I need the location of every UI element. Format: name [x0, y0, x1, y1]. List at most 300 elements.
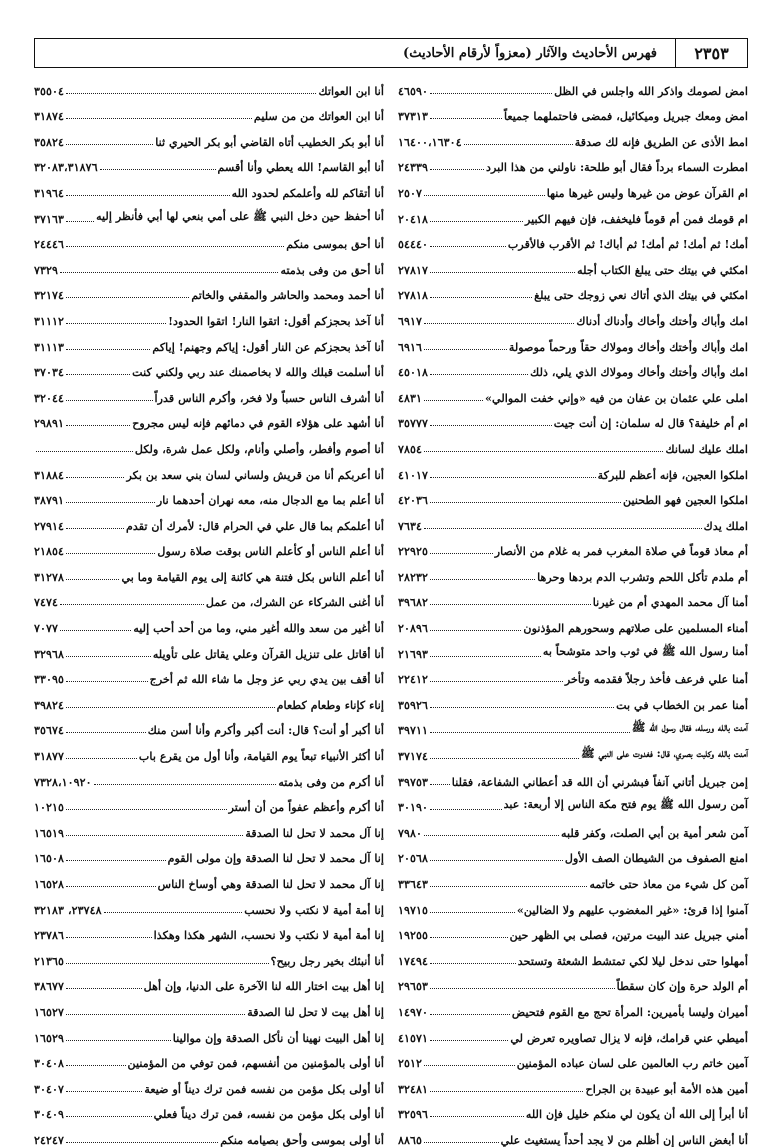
entry-reference-number: ٨٨٦٥ — [398, 1132, 423, 1147]
entry-reference-number: ١٩٢٥٥ — [398, 928, 429, 943]
dot-leader — [66, 579, 119, 580]
entry-text: أنا أولى بالمؤمنين من أنفسهم، فمن توفي من المؤمنين — [127, 1056, 384, 1071]
entry-text: أنا أبو القاسم! الله يعطي وأنا أقسم — [217, 160, 384, 175]
index-entry — [34, 1096, 384, 1122]
dot-leader — [66, 656, 151, 657]
entry-text: املك يدك — [703, 518, 748, 533]
entry-reference-number: ٧٩٨٠ — [398, 825, 423, 840]
entry-reference-number: ١٦٥٢٨ — [34, 877, 65, 891]
entry-reference-number: ٣٠٤٠٧ — [34, 1081, 65, 1096]
dot-leader — [430, 809, 502, 810]
entry-reference-number: ١٦٥٢٩ — [34, 1030, 65, 1045]
entry-text: إنا آل محمد لا تحل لنا الصدقة — [245, 825, 384, 840]
entry-text: أم الولد حرة وإن كان سقطاً — [616, 979, 748, 994]
dot-leader — [66, 502, 155, 503]
index-entry — [34, 149, 384, 175]
index-entry — [398, 712, 748, 738]
index-entry — [398, 763, 748, 789]
entry-text: أنا أعلم الناس أو كأعلم الناس بوقت صلاة رسول — [157, 544, 384, 559]
index-entry — [34, 405, 384, 431]
dot-leader — [66, 1091, 142, 1092]
entry-reference-number: ٣٧١٧٤ — [398, 749, 429, 764]
entry-text: أمين هذه الأمة أبو عبيدة بن الجراح — [585, 1081, 748, 1096]
entry-reference-number: ٢٠٤١٨ — [398, 211, 429, 226]
entry-reference-number: ٢٩٨٩١ — [34, 416, 65, 431]
entry-text: إنا أهل بيت لا تحل لنا الصدقة — [247, 1004, 384, 1019]
entry-text: إنا أهل البيت نهينا أن نأكل الصدقة وإن موالينا — [172, 1030, 384, 1045]
entry-text: أمنا عمر بن الخطاب في بت — [616, 697, 748, 712]
index-entry — [398, 993, 748, 1019]
index-entry — [34, 1045, 384, 1071]
entry-reference-number: ٣٥٥٠٤ — [34, 83, 65, 98]
entry-text: آمنت بالله وكلبت بصري، قال: فغدوت على النبي ﷺ — [581, 746, 748, 761]
index-entry — [398, 277, 748, 303]
entry-reference-number: ٧٨٥٤ — [398, 441, 423, 456]
index-entry — [34, 174, 384, 200]
entry-text: إنا أهل بيت اختار الله لنا الآخرة على الدنيا، وإن أهل — [143, 979, 384, 994]
entry-text: أنا أتقاكم لله وأعلمكم لحدود الله — [231, 185, 384, 200]
entry-reference-number: ٣٥٨٢٤ — [34, 134, 65, 149]
entry-reference-number: ٣٣٠٩٥ — [34, 672, 65, 687]
index-entry — [34, 686, 384, 712]
dot-leader — [430, 1091, 583, 1092]
index-entry — [398, 251, 748, 277]
entry-reference-number: ٤٢٠٣٦ — [398, 493, 429, 508]
dot-leader — [430, 784, 450, 785]
dot-leader — [60, 272, 278, 273]
entry-text: آمن شعر أمية بن أبي الصلت، وكفر قلبه — [561, 825, 748, 840]
entry-text: أمنا علي فرعف فأخذ رجلاً فقدمه وتأخر — [564, 672, 748, 687]
index-entry — [398, 328, 748, 354]
entry-reference-number: ٢٥٠٧ — [398, 185, 423, 200]
entry-reference-number: ١٧٤٩٤ — [398, 953, 429, 968]
entry-reference-number: ٢٤٢٤٧ — [34, 1132, 65, 1147]
entry-reference-number: ٣١٨٧٤ — [34, 109, 65, 124]
entry-text: ام قومك فمن أم قوماً فليخفف، فإن فيهم الكبير — [524, 211, 748, 226]
entry-reference-number: ٣٠٤٠٨ — [34, 1056, 65, 1071]
entry-text: امك وأباك وأختك وأخاك وأدناك أدناك — [576, 313, 748, 328]
entry-text: أمناء المسلمين على صلاتهم وسحورهم المؤذنون — [523, 621, 748, 636]
entry-text: إمن جبريل أتاني آنفاً فبشرني أن الله قد أعطاني الشفاعة، فقلنا — [451, 774, 748, 789]
index-entry — [34, 584, 384, 610]
entry-text: امنع الصفوف من الشيطان الصف الأول — [564, 851, 748, 866]
index-entry — [398, 789, 748, 815]
entry-text: أنا أقف بين يدي ربي عز وجل ما شاء الله ثم أخرج — [149, 672, 384, 687]
entry-text: أنا أحق بموسى منكم — [286, 237, 384, 252]
entry-reference-number: ٧٠٧٧ — [34, 621, 59, 636]
index-entry — [398, 98, 748, 124]
entry-reference-number: ٣١٢٧٨ — [34, 569, 65, 584]
entry-reference-number: ٤١٠١٧ — [398, 467, 429, 482]
entry-reference-number: ٣٥٦٧٤ — [34, 723, 65, 738]
dot-leader — [66, 860, 166, 861]
index-entry — [398, 558, 748, 584]
entry-text: امطرت السماء برداً فقال أبو طلحة: ناولني من هذا البرد — [485, 160, 748, 175]
entry-text: أنا أنبئك بخير رجل ربيح؟ — [270, 953, 384, 968]
index-entry — [34, 865, 384, 891]
page-header — [34, 38, 748, 68]
index-entry — [34, 789, 384, 815]
dot-leader — [66, 195, 230, 196]
index-entry — [398, 584, 748, 610]
index-entry — [398, 840, 748, 866]
entry-reference-number: ٢٥١٢ — [398, 1056, 423, 1071]
dot-leader — [430, 988, 615, 989]
dot-leader — [66, 963, 269, 964]
entry-reference-number: ٤٨٣١ — [398, 390, 423, 405]
dot-leader — [430, 221, 523, 222]
entry-text: أنا أسلمت قبلك والله لا بخاصمنك عند ربي ولكني كنت — [132, 365, 384, 380]
index-entry — [34, 354, 384, 380]
dot-leader — [430, 886, 587, 887]
index-entry — [34, 609, 384, 635]
entry-text: أمك! ثم أمك! ثم أمك! ثم أباك! ثم الأقرب فالأقرب — [507, 237, 748, 252]
entry-text: أميران وليسا بأميرين: المرأة تحج مع القوم فتحيض — [511, 1004, 748, 1019]
entry-reference-number: ٣٨٦٧٧ — [34, 979, 65, 994]
entry-text: امك وأباك وأختك وأخاك ومولاك حقاً ورحماً موصولة — [508, 339, 748, 354]
entry-reference-number: ٢٤٤٤٦ — [34, 237, 65, 252]
entry-text: امض لصومك واذكر الله واجلس في الظل — [554, 83, 748, 98]
dot-leader — [66, 323, 166, 324]
index-entry — [34, 763, 384, 789]
dot-leader — [430, 93, 552, 94]
index-entry — [398, 1121, 748, 1147]
index-entry — [398, 226, 748, 252]
dot-leader — [66, 93, 316, 94]
index-entry — [398, 865, 748, 891]
entry-text: امكثي في بيتك حتى يبلغ الكتاب أجله — [577, 262, 748, 277]
index-entry — [398, 686, 748, 712]
entry-reference-number: ٢١٦٩٣ — [398, 646, 429, 661]
index-entry — [398, 149, 748, 175]
index-entry — [34, 712, 384, 738]
entry-reference-number: ٣١٨٧٧ — [34, 749, 65, 764]
entry-reference-number: ٢٤٣٣٩ — [398, 160, 429, 175]
entry-text: أنا أبغض الناس إن أظلم من لا يجد أحداً يستغيث علي — [500, 1132, 748, 1147]
index-entry — [34, 558, 384, 584]
entry-reference-number: ٣٢٤٨١ — [398, 1081, 429, 1096]
entry-text: ام القرآن عوض من غيرها وليس غيرها منها — [546, 185, 748, 200]
entry-reference-number: ٣٧٣١٣ — [398, 109, 429, 124]
entry-reference-number: ٦٩١٧ — [398, 313, 423, 328]
dot-leader — [60, 630, 131, 631]
entry-reference-number: ١٤٩٧٠ — [398, 1004, 429, 1019]
dot-leader — [66, 1142, 218, 1143]
index-entry — [34, 968, 384, 994]
entry-reference-number: ٤٦٥٩٠ — [398, 83, 429, 98]
entry-reference-number: ٣٢٠٨٣،٣١٨٧٦ — [34, 160, 98, 175]
entry-reference-number: ١٠٢١٥ — [34, 800, 65, 815]
index-entry — [34, 507, 384, 533]
index-entry — [398, 942, 748, 968]
index-entry — [398, 456, 748, 482]
index-entry — [398, 354, 748, 380]
index-entry — [398, 1070, 748, 1096]
entry-reference-number: ٣١٨٨٤ — [34, 467, 65, 482]
entry-reference-number: ٧٦٣٤ — [398, 518, 423, 533]
index-entry — [34, 456, 384, 482]
dot-leader — [430, 553, 493, 554]
entry-reference-number: ٧٣٢٩ — [34, 262, 59, 277]
index-entry — [398, 482, 748, 508]
index-entry — [398, 200, 748, 226]
dot-leader — [424, 528, 702, 529]
entry-text: أنا أكرم وأعظم عفواً من أن أستر — [228, 800, 384, 815]
index-entry — [34, 251, 384, 277]
entry-reference-number: ٣٠١٩٠ — [398, 800, 429, 815]
entry-text: أنا أكرم من وفى بذمته — [278, 774, 384, 789]
index-entry — [34, 430, 384, 456]
entry-text: أنا أحفظ حين دخل النبي ﷺ على أمي بنعي لها أبي فأنظر إليه — [96, 208, 384, 223]
index-entry — [398, 533, 748, 559]
entry-text: أنا أغنى الشركاء عن الشرك، من عمل — [205, 595, 384, 610]
dot-leader — [66, 246, 284, 247]
entry-text: أنا أبرأ إلى الله أن يكون لي منكم خليل فإن الله — [525, 1107, 748, 1122]
dot-leader — [430, 374, 528, 375]
entry-text: أنا أكبر أو أنت؟ قال: أنت أكبر وأكرم وأنا أسن منك — [147, 723, 384, 738]
entry-text: أنا أحمد ومحمد والحاشر والمقفي والخاتم — [191, 288, 384, 303]
entry-text: أنا أكثر الأنبياء تبعاً يوم القيامة، وأنا أول من يقرع باب — [138, 749, 384, 764]
dot-leader — [424, 1142, 499, 1143]
entry-reference-number: ٣٢٠٤٤ — [34, 390, 65, 405]
entry-reference-number: ٣٢٥٩٦ — [398, 1107, 429, 1122]
entry-text: أنا أولى بكل مؤمن من نفسه، فمن ترك ديناً فعلي — [153, 1107, 384, 1122]
entry-text: أنا أقاتل على تنزيل القرآن وعلي يقاتل على تأويله — [152, 646, 384, 661]
index-entry — [398, 123, 748, 149]
entry-text: إنا أمة أمية لا نكتب ولا نحسب — [244, 902, 384, 917]
dot-leader — [424, 323, 574, 324]
dot-leader — [66, 477, 124, 478]
dot-leader — [66, 732, 146, 733]
index-entry — [398, 430, 748, 456]
index-entry — [398, 1019, 748, 1045]
entry-reference-number: ٢٧٨١٧ — [398, 262, 429, 277]
entry-text: أنا أولى بكل مؤمن من نفسه فمن ترك ديناً أو ضيعة — [144, 1081, 384, 1096]
index-entry — [398, 891, 748, 917]
entry-reference-number: ٣١١١٣ — [34, 339, 65, 354]
dot-leader — [430, 425, 552, 426]
entry-text: أنا أصوم وأفطر، وأصلي وأنام، ولكل عمل شرة، ولكل — [134, 441, 384, 456]
dot-leader — [430, 860, 563, 861]
index-column-left — [34, 72, 384, 1147]
entry-text: أنا أولى بموسى وأحق بصيامه منكم — [220, 1132, 384, 1147]
dot-leader — [424, 835, 559, 836]
entry-text: أنا آخذ بحجزكم عن النار أقول: إياكم وجهنم! إياكم — [152, 339, 384, 354]
index-entry — [34, 993, 384, 1019]
entry-text: أمهلوا حتى ندخل ليلا لكي تمتشط الشعثة وتستحد — [517, 953, 748, 968]
index-entry — [398, 1096, 748, 1122]
entry-reference-number: ٣١٩٦٤ — [34, 185, 65, 200]
index-entry — [34, 917, 384, 943]
entry-reference-number: ٧٤٧٤ — [34, 595, 59, 610]
entry-reference-number: ٣٩٧٥٣ — [398, 774, 429, 789]
dot-leader — [66, 425, 130, 426]
entry-text: أنا أغير من سعد والله أغير مني، وما من أحد أحب إليه — [133, 621, 384, 636]
index-entry — [34, 98, 384, 124]
dot-leader — [66, 809, 227, 810]
entry-reference-number: ٢٢٩٢٥ — [398, 544, 429, 559]
entry-reference-number: ٢٩٦٥٣ — [398, 979, 429, 994]
entry-reference-number: ٤١٥٧١ — [398, 1030, 429, 1045]
entry-reference-number: ٢٧٨١٨ — [398, 288, 429, 303]
entry-text: أنا آخذ بحجزكم أقول: اتقوا النار! اتقوا الحدود! — [168, 313, 384, 328]
entry-text: امض ومعك جبريل وميكائيل، فمضى فاحتملهما جميعاً — [503, 109, 748, 124]
entry-reference-number: ٢١٨٥٤ — [34, 544, 65, 559]
entry-text: أم معاذ قوماً في صلاة المغرب فمر به غلام من الأنصار — [494, 544, 748, 559]
entry-reference-number: ١٦٥٢٧ — [34, 1004, 65, 1019]
entry-text: أميطي عني قرامك، فإنه لا يزال تصاويره تعرض لي — [510, 1030, 748, 1045]
dot-leader — [430, 246, 506, 247]
index-entry — [398, 72, 748, 98]
dot-leader — [100, 169, 216, 170]
index-entry — [398, 405, 748, 431]
dot-leader — [66, 835, 243, 836]
dot-leader — [430, 502, 621, 503]
entry-text: أنا أحق من وفى بذمته — [280, 262, 384, 277]
entry-reference-number: ١٦٥٠٨ — [34, 851, 65, 866]
entry-text: أنا أعربكم أنا من قريش ولساني لسان بني سعد بن بكر — [126, 467, 384, 482]
dot-leader — [66, 937, 152, 938]
entry-reference-number: ١٩٧١٥ — [398, 902, 429, 917]
entry-reference-number: ١٦٥١٩ — [34, 825, 65, 840]
entry-text: أنا أشهد على هؤلاء القوم في دمائهم فإنه ليس مجروح — [132, 416, 384, 431]
page-number: ٢٣٥٣ — [675, 39, 747, 67]
index-entry — [34, 379, 384, 405]
dot-leader — [430, 732, 630, 733]
entry-reference-number: ٢٧٩١٤ — [34, 518, 65, 533]
index-entry — [34, 814, 384, 840]
dot-leader — [66, 1065, 125, 1066]
entry-reference-number: ١٦٤٠٠،١٦٣٠٤ — [398, 134, 462, 149]
entry-text: إناء كإناء وطعام كطعام — [276, 697, 384, 712]
dot-leader — [66, 144, 153, 145]
index-entry — [34, 226, 384, 252]
dot-leader — [430, 297, 532, 298]
entry-text: امط الأذى عن الطريق فإنه لك صدقة — [574, 134, 748, 149]
index-entry — [34, 72, 384, 98]
entry-text: أنا أعلم بما مع الدجال منه، معه نهران أحدهما نار — [156, 493, 384, 508]
index-entry — [398, 1045, 748, 1071]
dot-leader — [430, 1040, 508, 1041]
index-entry — [34, 661, 384, 687]
entry-text: أنا أشرف الناس حسباً ولا فخر، وأكرم الناس قدراً — [154, 390, 384, 405]
entry-text: آمنوا إذا قرئ: «غير المغضوب عليهم ولا الضالين» — [516, 902, 748, 917]
entry-reference-number: ٦٩١٦ — [398, 339, 423, 354]
entry-text: آمنت بالله ورسله، فقال رسول الله ﷺ — [631, 720, 748, 735]
index-entry — [34, 942, 384, 968]
dot-leader — [430, 963, 516, 964]
entry-text: أمني جبريل عند البيت مرتين، فصلى بي الظهر حين — [509, 928, 748, 943]
dot-leader — [430, 604, 591, 605]
index-entry — [34, 302, 384, 328]
index-entry — [398, 968, 748, 994]
index-entry — [34, 635, 384, 661]
dot-leader — [430, 1116, 524, 1117]
dot-leader — [430, 118, 502, 119]
dot-leader — [66, 400, 153, 401]
entry-reference-number: ٣٢١٧٤ — [34, 288, 65, 303]
index-entry — [398, 661, 748, 687]
index-entry — [398, 379, 748, 405]
entry-text: أم ملدم تأكل اللحم وتشرب الدم بردها وحرها — [537, 569, 748, 584]
document-page — [34, 24, 748, 1147]
entry-text: أنا أعلمكم بما قال علي في الحرام قال: لأمرك أن تقدم — [125, 518, 384, 533]
dot-leader — [430, 1014, 510, 1015]
dot-leader — [430, 630, 521, 631]
dot-leader — [430, 656, 541, 657]
index-entry — [34, 1070, 384, 1096]
dot-leader — [66, 1040, 171, 1041]
entry-reference-number: ٢١٣٦٥ — [34, 953, 65, 968]
entry-text: أنا أعلم الناس بكل فتنة هي كائنة إلى يوم القيامة وما بي — [121, 569, 384, 584]
entry-reference-number: ٣٠٤٠٩ — [34, 1107, 65, 1122]
dot-leader — [430, 681, 563, 682]
dot-leader — [66, 118, 252, 119]
index-column-right — [398, 72, 748, 1147]
entry-text: أمنا آل محمد المهدي أم من غيرنا — [592, 595, 748, 610]
entry-reference-number: ٢٣٧٨٦ — [34, 928, 65, 943]
entry-text: امك وأباك وأختك وأخاك ومولاك الذي يلي، ذلك — [530, 365, 748, 380]
entry-text: املكوا العجين فهو الطحنين — [622, 493, 748, 508]
index-entry — [398, 174, 748, 200]
dot-leader — [66, 349, 150, 350]
entry-reference-number: ٣١١١٢ — [34, 313, 65, 328]
entry-reference-number: ٢٣٧٤٨، ٣٢١٨٣ — [34, 902, 102, 917]
index-entry — [398, 737, 748, 763]
index-entry — [398, 609, 748, 635]
dot-leader — [430, 477, 596, 478]
entry-text: امكثي في بيتك الذي أتاك نعي زوجك حتى يبلغ — [534, 288, 748, 303]
entry-text: إنا أمة أمية لا نكتب ولا نحسب، الشهر هكذا وهكذا — [153, 928, 384, 943]
entry-reference-number: ٣٥٧٧٧ — [398, 416, 429, 431]
index-entry — [398, 635, 748, 661]
entry-text: املكوا العجين، فإنه أعظم للبركة — [597, 467, 748, 482]
dot-leader — [424, 1065, 515, 1066]
index-entry — [398, 507, 748, 533]
entry-reference-number: ٣٩٦٨٢ — [398, 595, 429, 610]
dot-leader — [66, 988, 142, 989]
dot-leader — [430, 912, 515, 913]
index-entry — [398, 302, 748, 328]
entry-reference-number: ٣٧١٦٣ — [34, 211, 65, 226]
dot-leader — [66, 221, 94, 222]
entry-text: أمنا رسول الله ﷺ في ثوب واحد متوشحاً به — [542, 643, 748, 658]
index-entry — [34, 123, 384, 149]
entry-reference-number: ٢٠٨٩٦ — [398, 621, 429, 636]
index-entry — [34, 328, 384, 354]
index-entry — [34, 737, 384, 763]
dot-leader — [430, 272, 575, 273]
dot-leader — [430, 579, 535, 580]
entry-text: إنا آل محمد لا تحل لنا الصدقة وإن مولى القوم — [167, 851, 384, 866]
entry-reference-number: ٤٥٠١٨ — [398, 365, 429, 380]
dot-leader — [60, 604, 204, 605]
entry-reference-number: ٢٠٥٦٨ — [398, 851, 429, 866]
entry-reference-number: ٧٣٢٨،١٠٩٢٠ — [34, 774, 92, 789]
dot-leader — [66, 528, 124, 529]
entry-reference-number: ٢٨٢٣٢ — [398, 569, 429, 584]
entry-reference-number: ٣٨٧٩١ — [34, 493, 65, 508]
entry-text: آمين خاتم رب العالمين على لسان عباده المؤمنين — [516, 1056, 748, 1071]
dot-leader — [66, 1116, 152, 1117]
entry-text: أنا ابن العواتك — [318, 83, 384, 98]
dot-leader — [66, 758, 137, 759]
index-entry — [34, 277, 384, 303]
dot-leader — [430, 758, 579, 759]
entry-text: أنا ابن العواتك من من سليم — [253, 109, 384, 124]
index-entry — [34, 1019, 384, 1045]
index-entry — [34, 533, 384, 559]
